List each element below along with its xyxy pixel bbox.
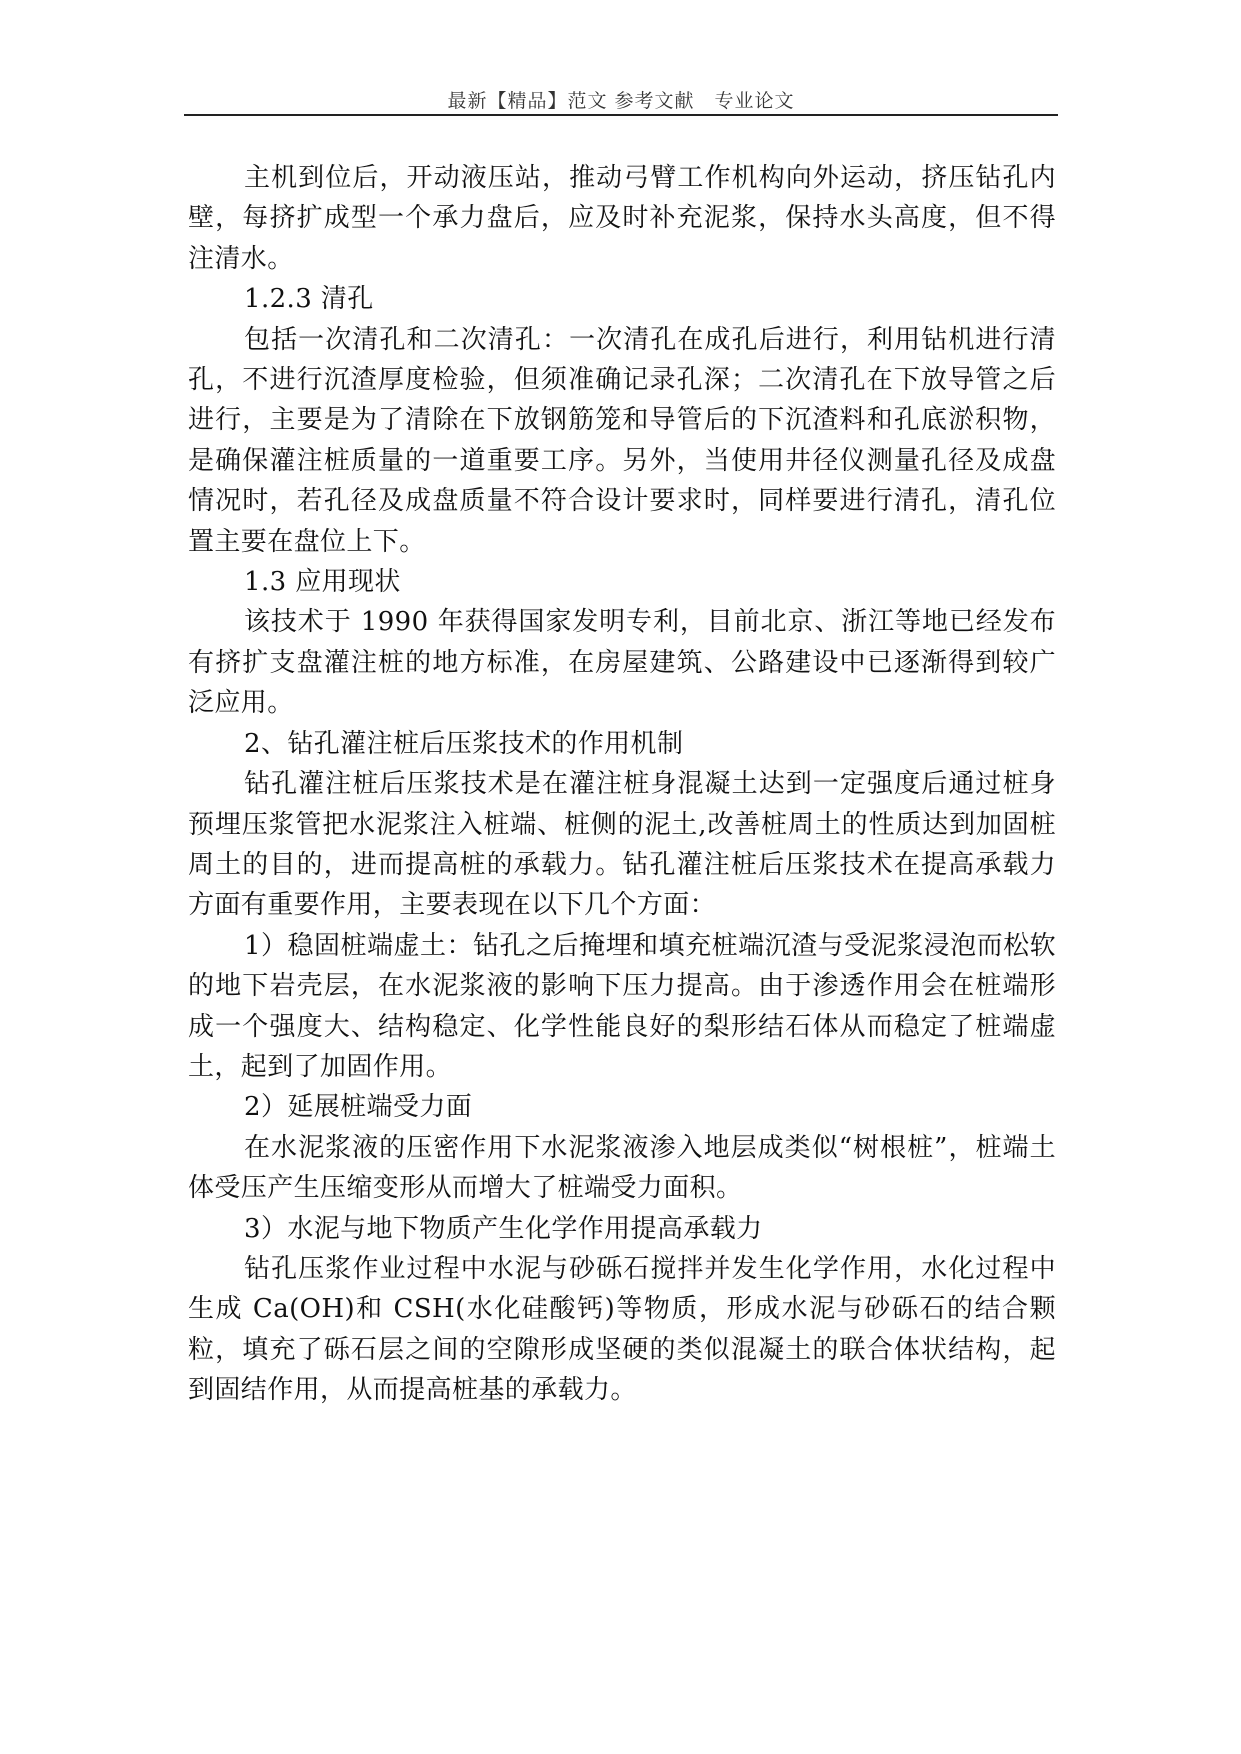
header-divider xyxy=(184,114,1058,116)
paragraph-2: 包括一次清孔和二次清孔：一次清孔在成孔后进行，利用钻机进行清孔，不进行沉渣厚度检验，但须准确记录孔深；二次清孔在下放导管之后进行，主要是为了清除在下放钢筋笼和导管后的下沉渣料和孔底淤积物，是确保灌注桩质量的一道重要工序。另外，当使用井径仪测量孔径及成盘情况时，若孔径及成盘质量不符合设计要求时，同样要进行清孔，清孔位置主要在盘位上下。 xyxy=(188,324,1056,557)
paragraph-4: 钻孔灌注桩后压浆技术是在灌注桩身混凝土达到一定强度后通过桩身预埋压浆管把水泥浆注入桩端、桩侧的泥土,改善桩周土的性质达到加固桩周土的目的，进而提高桩的承载力。钻孔灌注桩后压浆技术在提高承载力方面有重要作用，主要表现在以下几个方面： xyxy=(188,769,1056,921)
paragraph-6: 在水泥浆液的压密作用下水泥浆液渗入地层成类似“树根桩”，桩端土体受压产生压缩变形从而增大了桩端受力面积。 xyxy=(188,1132,1056,1204)
section-heading-2: 2、钻孔灌注桩后压浆技术的作用机制 xyxy=(244,728,684,759)
page-header: 最新【精品】范文 参考文献 专业论文 xyxy=(447,90,795,112)
section-heading-1-2-3: 1.2.3 清孔 xyxy=(244,284,374,315)
subheading-2: 2）延展桩端受力面 xyxy=(244,1092,473,1123)
document-body xyxy=(188,158,1056,1411)
subheading-3: 3）水泥与地下物质产生化学作用提高承载力 xyxy=(244,1213,763,1244)
paragraph-5: 1）稳固桩端虚土：钻孔之后掩埋和填充桩端沉渣与受泥浆浸泡而松软的地下岩壳层，在水泥浆液的影响下压力提高。由于渗透作用会在桩端形成一个强度大、结构稳定、化学性能良好的梨形结石体从而稳定了桩端虚土，起到了加固作用。 xyxy=(188,930,1056,1082)
paragraph-1: 主机到位后，开动液压站，推动弓臂工作机构向外运动，挤压钻孔内壁，每挤扩成型一个承力盘后，应及时补充泥浆，保持水头高度，但不得注清水。 xyxy=(188,163,1056,274)
paragraph-7: 钻孔压浆作业过程中水泥与砂砾石搅拌并发生化学作用，水化过程中生成 Ca(OH)和 CSH(水化硅酸钙)等物质，形成水泥与砂砾石的结合颗粒，填充了砾石层之间的空隙形成坚硬的类似混凝土的联合体状结构，起到固结作用，从而提高桩基的承载力。 xyxy=(188,1253,1056,1406)
paragraph-3: 该技术于 1990 年获得国家发明专利，目前北京、浙江等地已经发布有挤扩支盘灌注桩的地方标准，在房屋建筑、公路建设中已逐渐得到较广泛应用。 xyxy=(188,607,1056,719)
section-heading-1-3: 1.3 应用现状 xyxy=(244,567,401,598)
